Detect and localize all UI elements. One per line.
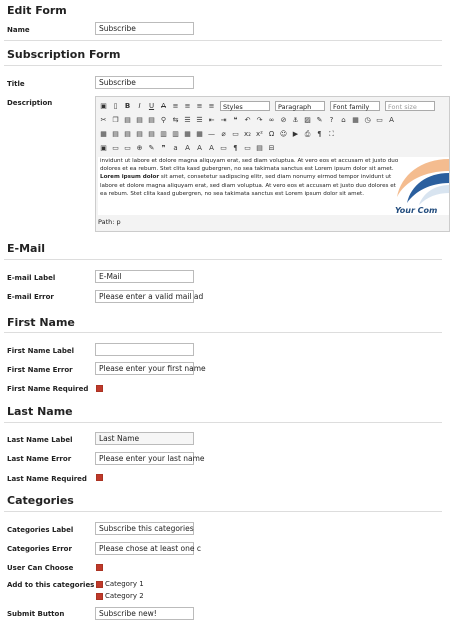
underline-icon[interactable]: U xyxy=(148,101,155,110)
last-name-label-input[interactable]: Last Name xyxy=(95,432,194,445)
font-size-select[interactable]: Font size xyxy=(385,101,435,111)
description-editor[interactable] xyxy=(95,96,450,232)
categories-label-input[interactable]: Subscribe this categories xyxy=(95,522,194,535)
cut-icon[interactable]: ✂ xyxy=(100,115,107,124)
submit-button-label: Submit Button xyxy=(7,610,65,618)
first-name-error-label: First Name Error xyxy=(7,366,73,374)
categories-label-label: Categories Label xyxy=(7,526,74,534)
editor-toolbar-row-2 xyxy=(98,113,397,127)
outdent-icon[interactable]: ⇤ xyxy=(208,115,215,124)
emotions-icon[interactable]: ☺ xyxy=(279,129,288,138)
font-family-select[interactable]: Font family xyxy=(330,101,380,111)
bullet-list-icon[interactable]: ☰ xyxy=(184,115,191,124)
title-input[interactable]: Subscribe xyxy=(95,76,194,89)
bold-icon[interactable]: B xyxy=(124,101,131,110)
category-2-checkbox[interactable] xyxy=(96,593,103,600)
separator xyxy=(4,332,442,333)
first-name-label-label: First Name Label xyxy=(7,347,74,355)
email-error-input[interactable]: Please enter a valid mail ad xyxy=(95,290,194,303)
separator xyxy=(4,65,442,66)
separator xyxy=(4,40,442,41)
last-name-section-title: Last Name xyxy=(7,405,73,418)
ins-icon[interactable]: A xyxy=(209,143,214,152)
move-forward-icon[interactable]: ▭ xyxy=(112,143,119,152)
preview-icon[interactable]: ▭ xyxy=(376,115,383,124)
horizontal-rule-icon[interactable]: — xyxy=(208,129,215,138)
editor-content[interactable] xyxy=(98,157,449,215)
categories-error-label: Categories Error xyxy=(7,545,72,553)
editor-path: Path: p xyxy=(98,218,121,226)
email-section-title: E-Mail xyxy=(7,242,45,255)
attribs-icon[interactable]: ▭ xyxy=(220,143,227,152)
user-can-choose-checkbox[interactable] xyxy=(96,564,103,571)
abbr-icon[interactable]: a xyxy=(173,143,178,152)
copy-icon[interactable]: ❐ xyxy=(112,115,119,124)
image-icon[interactable]: ▨ xyxy=(304,115,311,124)
acronym-icon[interactable]: A xyxy=(185,143,190,152)
format-select[interactable]: Paragraph xyxy=(275,101,325,111)
email-label-label: E-mail Label xyxy=(7,274,56,282)
visual-chars-icon[interactable]: ¶ xyxy=(233,143,238,152)
description-label: Description xyxy=(7,99,53,107)
styles-select[interactable]: Styles xyxy=(220,101,270,111)
undo-icon[interactable]: ↶ xyxy=(244,115,251,124)
category-2-label: Category 2 xyxy=(105,592,144,600)
logo-text: Your Com xyxy=(395,206,438,215)
html-icon[interactable]: ⌂ xyxy=(341,115,346,124)
categories-error-input[interactable]: Please chose at least one c xyxy=(95,542,194,555)
delete-col-icon[interactable]: ▥ xyxy=(172,129,179,138)
delete-row-icon[interactable]: ▤ xyxy=(148,129,155,138)
superscript-icon[interactable]: x² xyxy=(256,129,263,138)
link-icon[interactable]: ∞ xyxy=(268,115,275,124)
email-label-input[interactable]: E-Mail xyxy=(95,270,194,283)
editor-text: invidunt ut labore et dolore magna aliquyam erat, sed diam voluptua. At vero eos et accusam et justo duo dolores et ea rebum. Stet clita kasd gubergren, no sea takimata sanctus est Lorem ipsum dolor sit amet. Lorem ipsum dolor sit amet, consetetur sadipscing elitr, sed diam nonumy eirmod tempor invidunt ut labore et dolore magna aliquyam erat, sed diam voluptua. At vero eos et accusam et justo duo dolores et ea rebum. Stet clita kasd gubergren, no sea takimata sanctus est Lorem ipsum dolor sit amet. xyxy=(100,158,399,197)
align-left-icon[interactable]: ≡ xyxy=(172,101,179,110)
name-input[interactable]: Subscribe xyxy=(95,22,194,35)
paste-text-icon[interactable]: ▤ xyxy=(136,115,143,124)
separator xyxy=(4,422,442,423)
category-1-checkbox[interactable] xyxy=(96,581,103,588)
add-to-categories-label: Add to this categories xyxy=(7,581,95,589)
subscription-form-title: Subscription Form xyxy=(7,48,121,61)
last-name-label-label: Last Name Label xyxy=(7,436,73,444)
email-error-label: E-mail Error xyxy=(7,293,54,301)
separator xyxy=(4,259,442,260)
last-name-error-input[interactable]: Please enter your last name xyxy=(95,452,194,465)
cleanup-icon[interactable]: ✎ xyxy=(316,115,323,124)
cell-props-icon[interactable]: ▤ xyxy=(124,129,131,138)
insert-layer-icon[interactable]: ▣ xyxy=(100,143,107,152)
remove-format-icon[interactable]: ⌀ xyxy=(221,129,226,138)
anchor-icon[interactable]: ⚓ xyxy=(292,115,299,124)
fullscreen-icon[interactable]: ⛶ xyxy=(329,129,334,138)
last-name-required-checkbox[interactable] xyxy=(96,474,103,481)
editor-bold-text: Lorem ipsum dolor xyxy=(100,174,160,181)
blockquote-icon[interactable]: ❝ xyxy=(233,115,238,124)
find-icon[interactable]: ⚲ xyxy=(160,115,167,124)
align-right-icon[interactable]: ≡ xyxy=(196,101,203,110)
separator xyxy=(4,511,442,512)
first-name-required-checkbox[interactable] xyxy=(96,385,103,392)
forecolor-icon[interactable]: A xyxy=(389,115,394,124)
editor-toolbar-row-4 xyxy=(98,141,277,155)
merge-cells-icon[interactable]: ▦ xyxy=(196,129,203,138)
media-icon[interactable]: ▶ xyxy=(292,129,299,138)
absolute-icon[interactable]: ⊕ xyxy=(136,143,143,152)
user-can-choose-label: User Can Choose xyxy=(7,564,74,572)
subscript-icon[interactable]: x₂ xyxy=(244,129,251,138)
categories-section-title: Categories xyxy=(7,494,74,507)
print-icon[interactable]: ⎙ xyxy=(304,129,311,138)
save-icon[interactable]: ▣ xyxy=(100,101,107,110)
numbered-list-icon[interactable]: ☰ xyxy=(196,115,203,124)
first-name-error-input[interactable]: Please enter your first name xyxy=(95,362,194,375)
char-map-icon[interactable]: Ω xyxy=(268,129,275,138)
visual-aid-icon[interactable]: ▭ xyxy=(232,129,239,138)
name-label: Name xyxy=(7,26,30,34)
justify-icon[interactable]: ≡ xyxy=(208,101,215,110)
paste-icon[interactable]: ▤ xyxy=(124,115,131,124)
split-cells-icon[interactable]: ▦ xyxy=(184,129,191,138)
indent-icon[interactable]: ⇥ xyxy=(220,115,227,124)
del-icon[interactable]: A xyxy=(197,143,202,152)
pagebreak-icon[interactable]: ⊟ xyxy=(268,143,275,152)
submit-button-input[interactable]: Subscribe new! xyxy=(95,607,194,620)
align-center-icon[interactable]: ≡ xyxy=(184,101,191,110)
row-props-icon[interactable]: ▤ xyxy=(112,129,119,138)
style-props-icon[interactable]: ✎ xyxy=(148,143,155,152)
nonbreaking-icon[interactable]: ▭ xyxy=(244,143,251,152)
ltr-icon[interactable]: ¶ xyxy=(317,129,322,138)
title-label: Title xyxy=(7,80,25,88)
move-backward-icon[interactable]: ▭ xyxy=(124,143,131,152)
category-1-label: Category 1 xyxy=(105,580,144,588)
time-icon[interactable]: ◷ xyxy=(364,115,371,124)
redo-icon[interactable]: ↷ xyxy=(256,115,263,124)
strikethrough-icon[interactable]: A xyxy=(161,101,166,110)
insert-col-icon[interactable]: ▥ xyxy=(160,129,167,138)
editor-toolbar-row-3 xyxy=(98,127,337,141)
last-name-error-label: Last Name Error xyxy=(7,455,72,463)
paste-word-icon[interactable]: ▤ xyxy=(148,115,155,124)
company-logo-image xyxy=(391,157,449,215)
help-icon[interactable]: ? xyxy=(329,115,334,124)
italic-icon[interactable]: I xyxy=(138,101,141,110)
cite-icon[interactable]: ❞ xyxy=(161,143,166,152)
date-icon[interactable]: ▦ xyxy=(352,115,359,124)
replace-icon[interactable]: ⇆ xyxy=(172,115,179,124)
last-name-required-label: Last Name Required xyxy=(7,475,87,483)
insert-row-icon[interactable]: ▤ xyxy=(136,129,143,138)
unlink-icon[interactable]: ⊘ xyxy=(280,115,287,124)
first-name-section-title: First Name xyxy=(7,316,75,329)
edit-form-title: Edit Form xyxy=(7,4,67,17)
editor-toolbar-row-1 xyxy=(98,99,437,113)
template-icon[interactable]: ▤ xyxy=(256,143,263,152)
first-name-required-label: First Name Required xyxy=(7,385,89,393)
table-icon[interactable]: ▦ xyxy=(100,129,107,138)
new-document-icon[interactable]: ▯ xyxy=(113,101,118,110)
first-name-label-input[interactable] xyxy=(95,343,194,356)
